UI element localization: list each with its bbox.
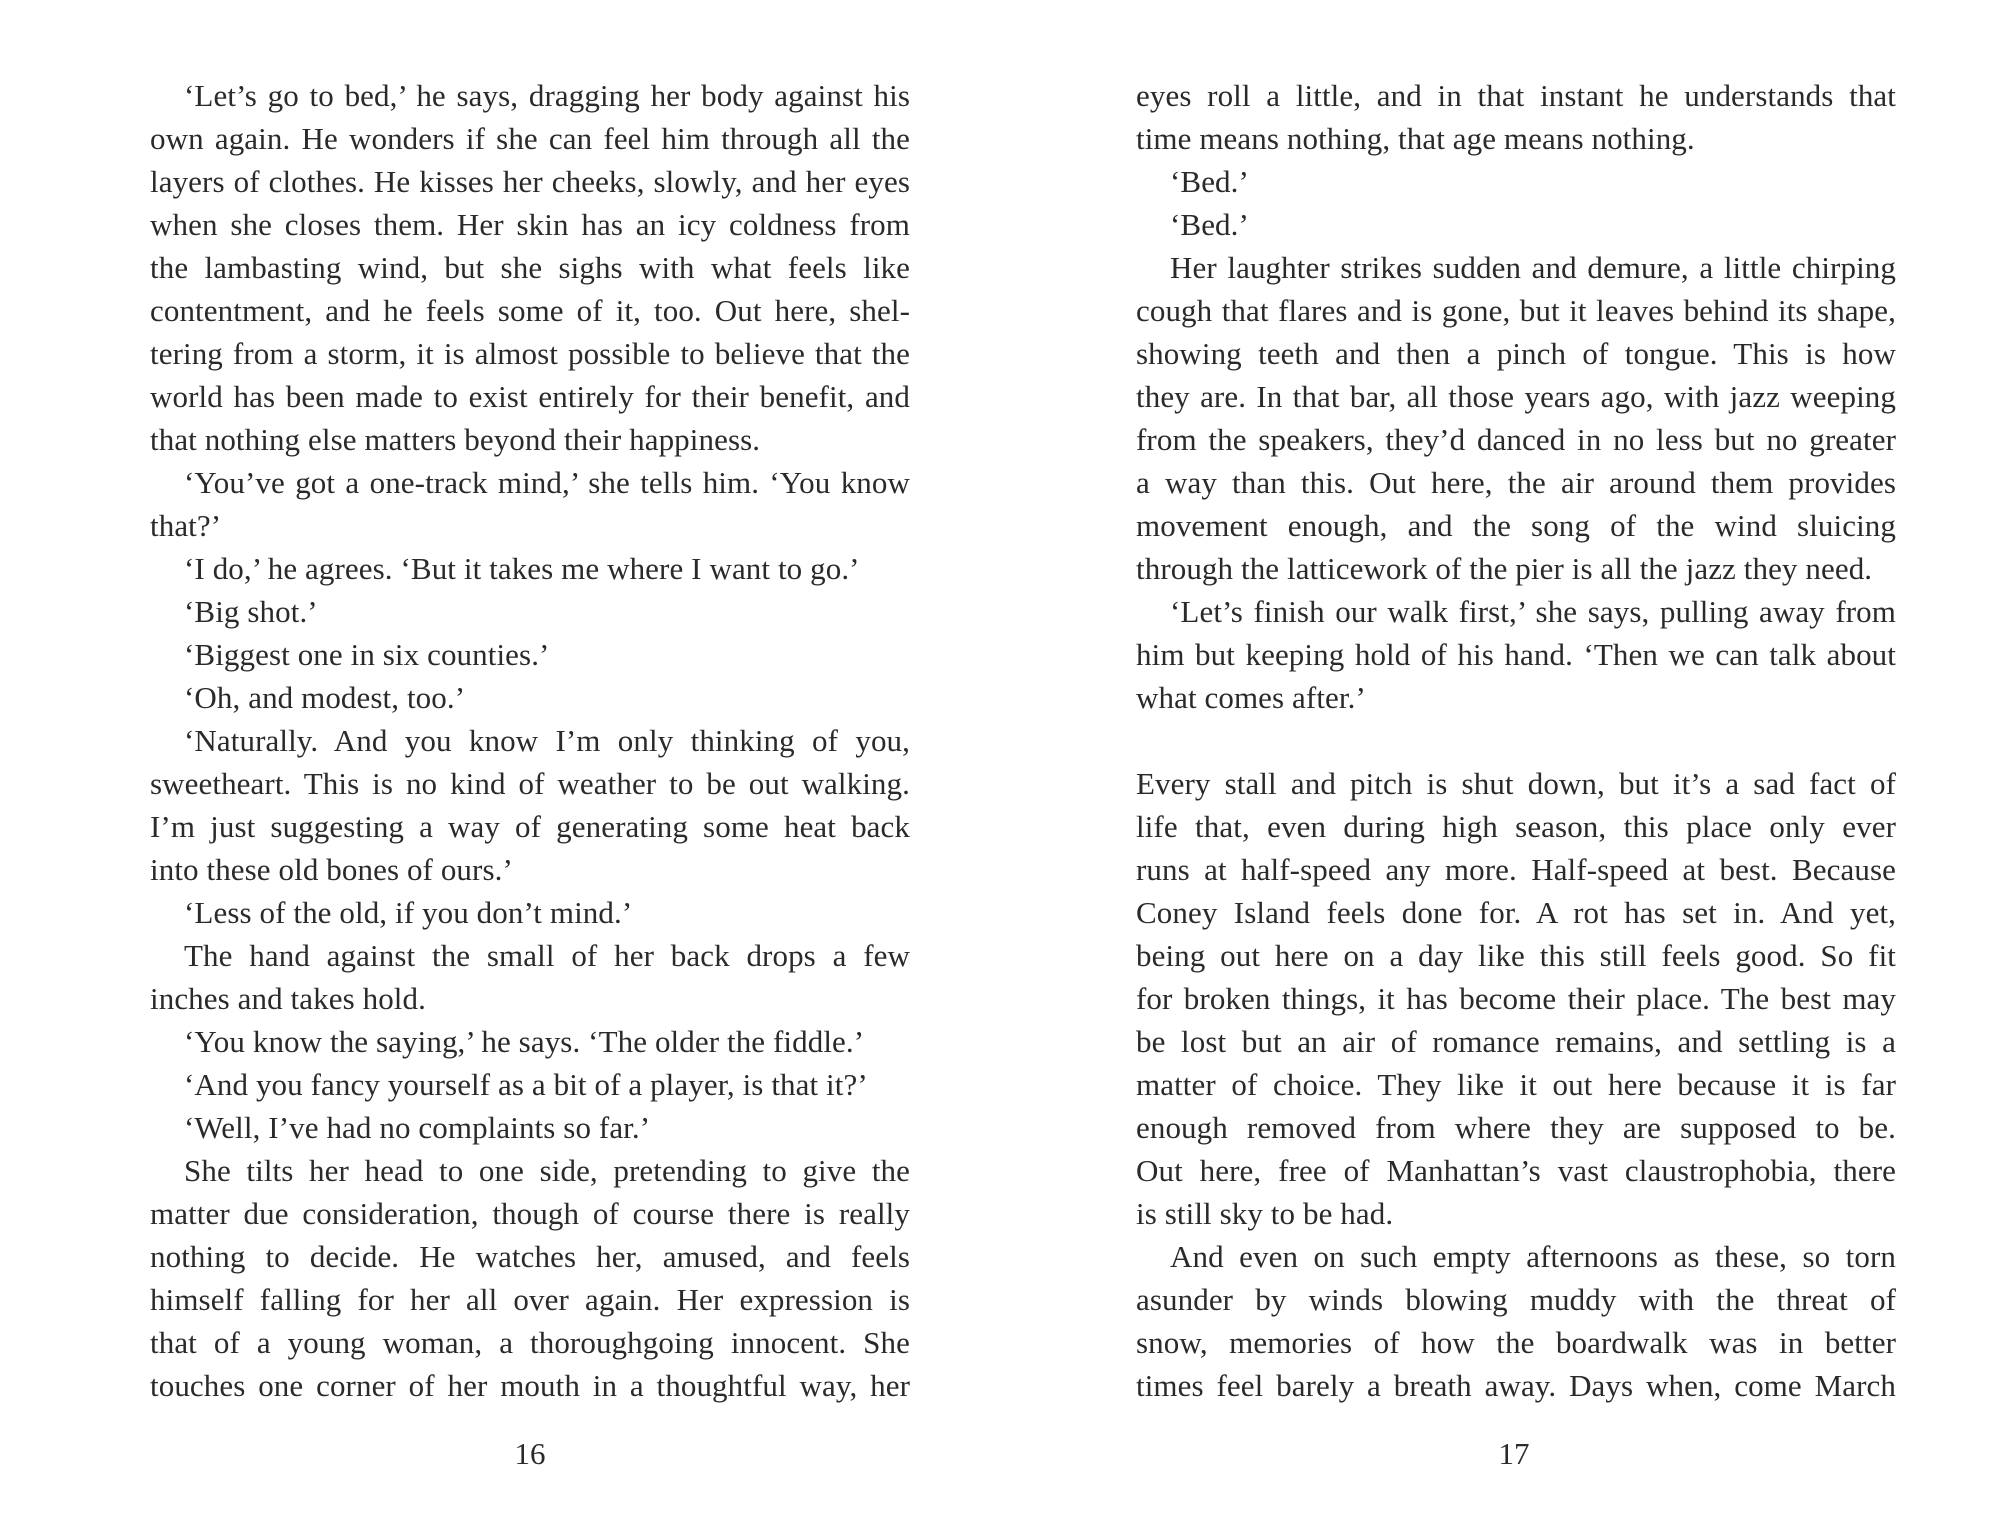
text-line: enough removed from where they are supposed to be. [1136, 1110, 1896, 1145]
text-line: from the speakers, they’d danced in no less but no greater [1136, 422, 1896, 457]
text-line: runs at half-speed any more. Half-speed at best. Because [1136, 852, 1896, 887]
text-line: that of a young woman, a thoroughgoing innocent. She [150, 1325, 910, 1360]
text-line: him but keeping hold of his hand. ‘Then we can talk about [1136, 637, 1896, 672]
text-line: inches and takes hold. [150, 981, 426, 1016]
text-line: the lambasting wind, but she sighs with what feels like [150, 250, 910, 285]
text-line: through the latticework of the pier is all the jazz they need. [1136, 551, 1873, 586]
text-line: And even on such empty afternoons as these, so torn [1170, 1239, 1896, 1274]
text-line: ‘Naturally. And you know I’m only thinking of you, [184, 723, 910, 758]
text-line: that?’ [150, 508, 222, 543]
text-line: matter of choice. They like it out here because it is far [1136, 1067, 1896, 1102]
text-line: layers of clothes. He kisses her cheeks, slowly, and her eyes [150, 164, 910, 199]
text-line: for broken things, it has become their place. The best may [1136, 981, 1896, 1016]
text-line: being out here on a day like this still feels good. So fit [1136, 938, 1896, 973]
text-line: be lost but an air of romance remains, and settling is a [1136, 1024, 1896, 1059]
section-break [1136, 719, 1896, 762]
text-line: matter due consideration, though of course there is really [150, 1196, 910, 1231]
text-line: ‘Less of the old, if you don’t mind.’ [184, 895, 633, 930]
text-line: what comes after.’ [1136, 680, 1366, 715]
text-line: world has been made to exist entirely for their benefit, and [150, 379, 910, 414]
text-line: himself falling for her all over again. Her expression is [150, 1282, 910, 1317]
text-line: Out here, free of Manhattan’s vast claustrophobia, there [1136, 1153, 1896, 1188]
text-line: times feel barely a breath away. Days when, come March [1136, 1368, 1896, 1403]
text-line: that nothing else matters beyond their happiness. [150, 422, 761, 457]
text-line: showing teeth and then a pinch of tongue. This is how [1136, 336, 1896, 371]
text-line: The hand against the small of her back drops a few [184, 938, 910, 973]
page-number: 17 [1498, 1436, 1530, 1471]
text-line: a way than this. Out here, the air around them provides [1136, 465, 1896, 500]
text-line: nothing to decide. He watches her, amused, and feels [150, 1239, 910, 1274]
text-line: ‘You know the saying,’ he says. ‘The older the fiddle.’ [184, 1024, 865, 1059]
text-line: ‘And you fancy yourself as a bit of a player, is that it?’ [184, 1067, 868, 1102]
text-line: Coney Island feels done for. A rot has set in. And yet, [1136, 895, 1896, 930]
text-line: cough that flares and is gone, but it leaves behind its shape, [1136, 293, 1896, 328]
text-line: life that, even during high season, this place only ever [1136, 809, 1896, 844]
text-line: touches one corner of her mouth in a thoughtful way, her [150, 1368, 910, 1403]
text-line: own again. He wonders if she can feel him through all the [150, 121, 910, 156]
text-line: ‘I do,’ he agrees. ‘But it takes me where I want to go.’ [184, 551, 860, 586]
page-number: 16 [514, 1436, 546, 1471]
text-line: snow, memories of how the boardwalk was in better [1136, 1325, 1896, 1360]
text-line: into these old bones of ours.’ [150, 852, 513, 887]
text-line: asunder by winds blowing muddy with the threat of [1136, 1282, 1896, 1317]
text-line: ‘Oh, and modest, too.’ [184, 680, 466, 715]
left-page-text [150, 74, 910, 1407]
text-line: ‘Bed.’ [1170, 164, 1249, 199]
text-line: they are. In that bar, all those years ago, with jazz weeping [1136, 379, 1896, 414]
text-line: is still sky to be had. [1136, 1196, 1394, 1231]
right-page-text [1136, 74, 1896, 1407]
text-line: ‘Big shot.’ [184, 594, 318, 629]
text-line: ‘Bed.’ [1170, 207, 1249, 242]
text-line: eyes roll a little, and in that instant he understands that [1136, 78, 1896, 113]
text-line: She tilts her head to one side, pretending to give the [184, 1153, 910, 1188]
text-line: ‘You’ve got a one-track mind,’ she tells him. ‘You know [184, 465, 910, 500]
text-line: Every stall and pitch is shut down, but it’s a sad fact of [1136, 766, 1896, 801]
text-line: ‘Biggest one in six counties.’ [184, 637, 550, 672]
text-line: sweetheart. This is no kind of weather to be out walking. [150, 766, 910, 801]
text-line: movement enough, and the song of the wind sluicing [1136, 508, 1896, 543]
text-line: contentment, and he feels some of it, too. Out here, shel- [150, 293, 910, 328]
text-line: ‘Well, I’ve had no complaints so far.’ [184, 1110, 651, 1145]
text-line: ‘Let’s finish our walk first,’ she says, pulling away from [1170, 594, 1896, 629]
text-line: when she closes them. Her skin has an icy coldness from [150, 207, 910, 242]
text-line: time means nothing, that age means nothing. [1136, 121, 1695, 156]
text-line: I’m just suggesting a way of generating some heat back [150, 809, 910, 844]
text-line: Her laughter strikes sudden and demure, a little chirping [1170, 250, 1896, 285]
text-line: ‘Let’s go to bed,’ he says, dragging her body against his [184, 78, 910, 113]
text-line: tering from a storm, it is almost possible to believe that the [150, 336, 910, 371]
